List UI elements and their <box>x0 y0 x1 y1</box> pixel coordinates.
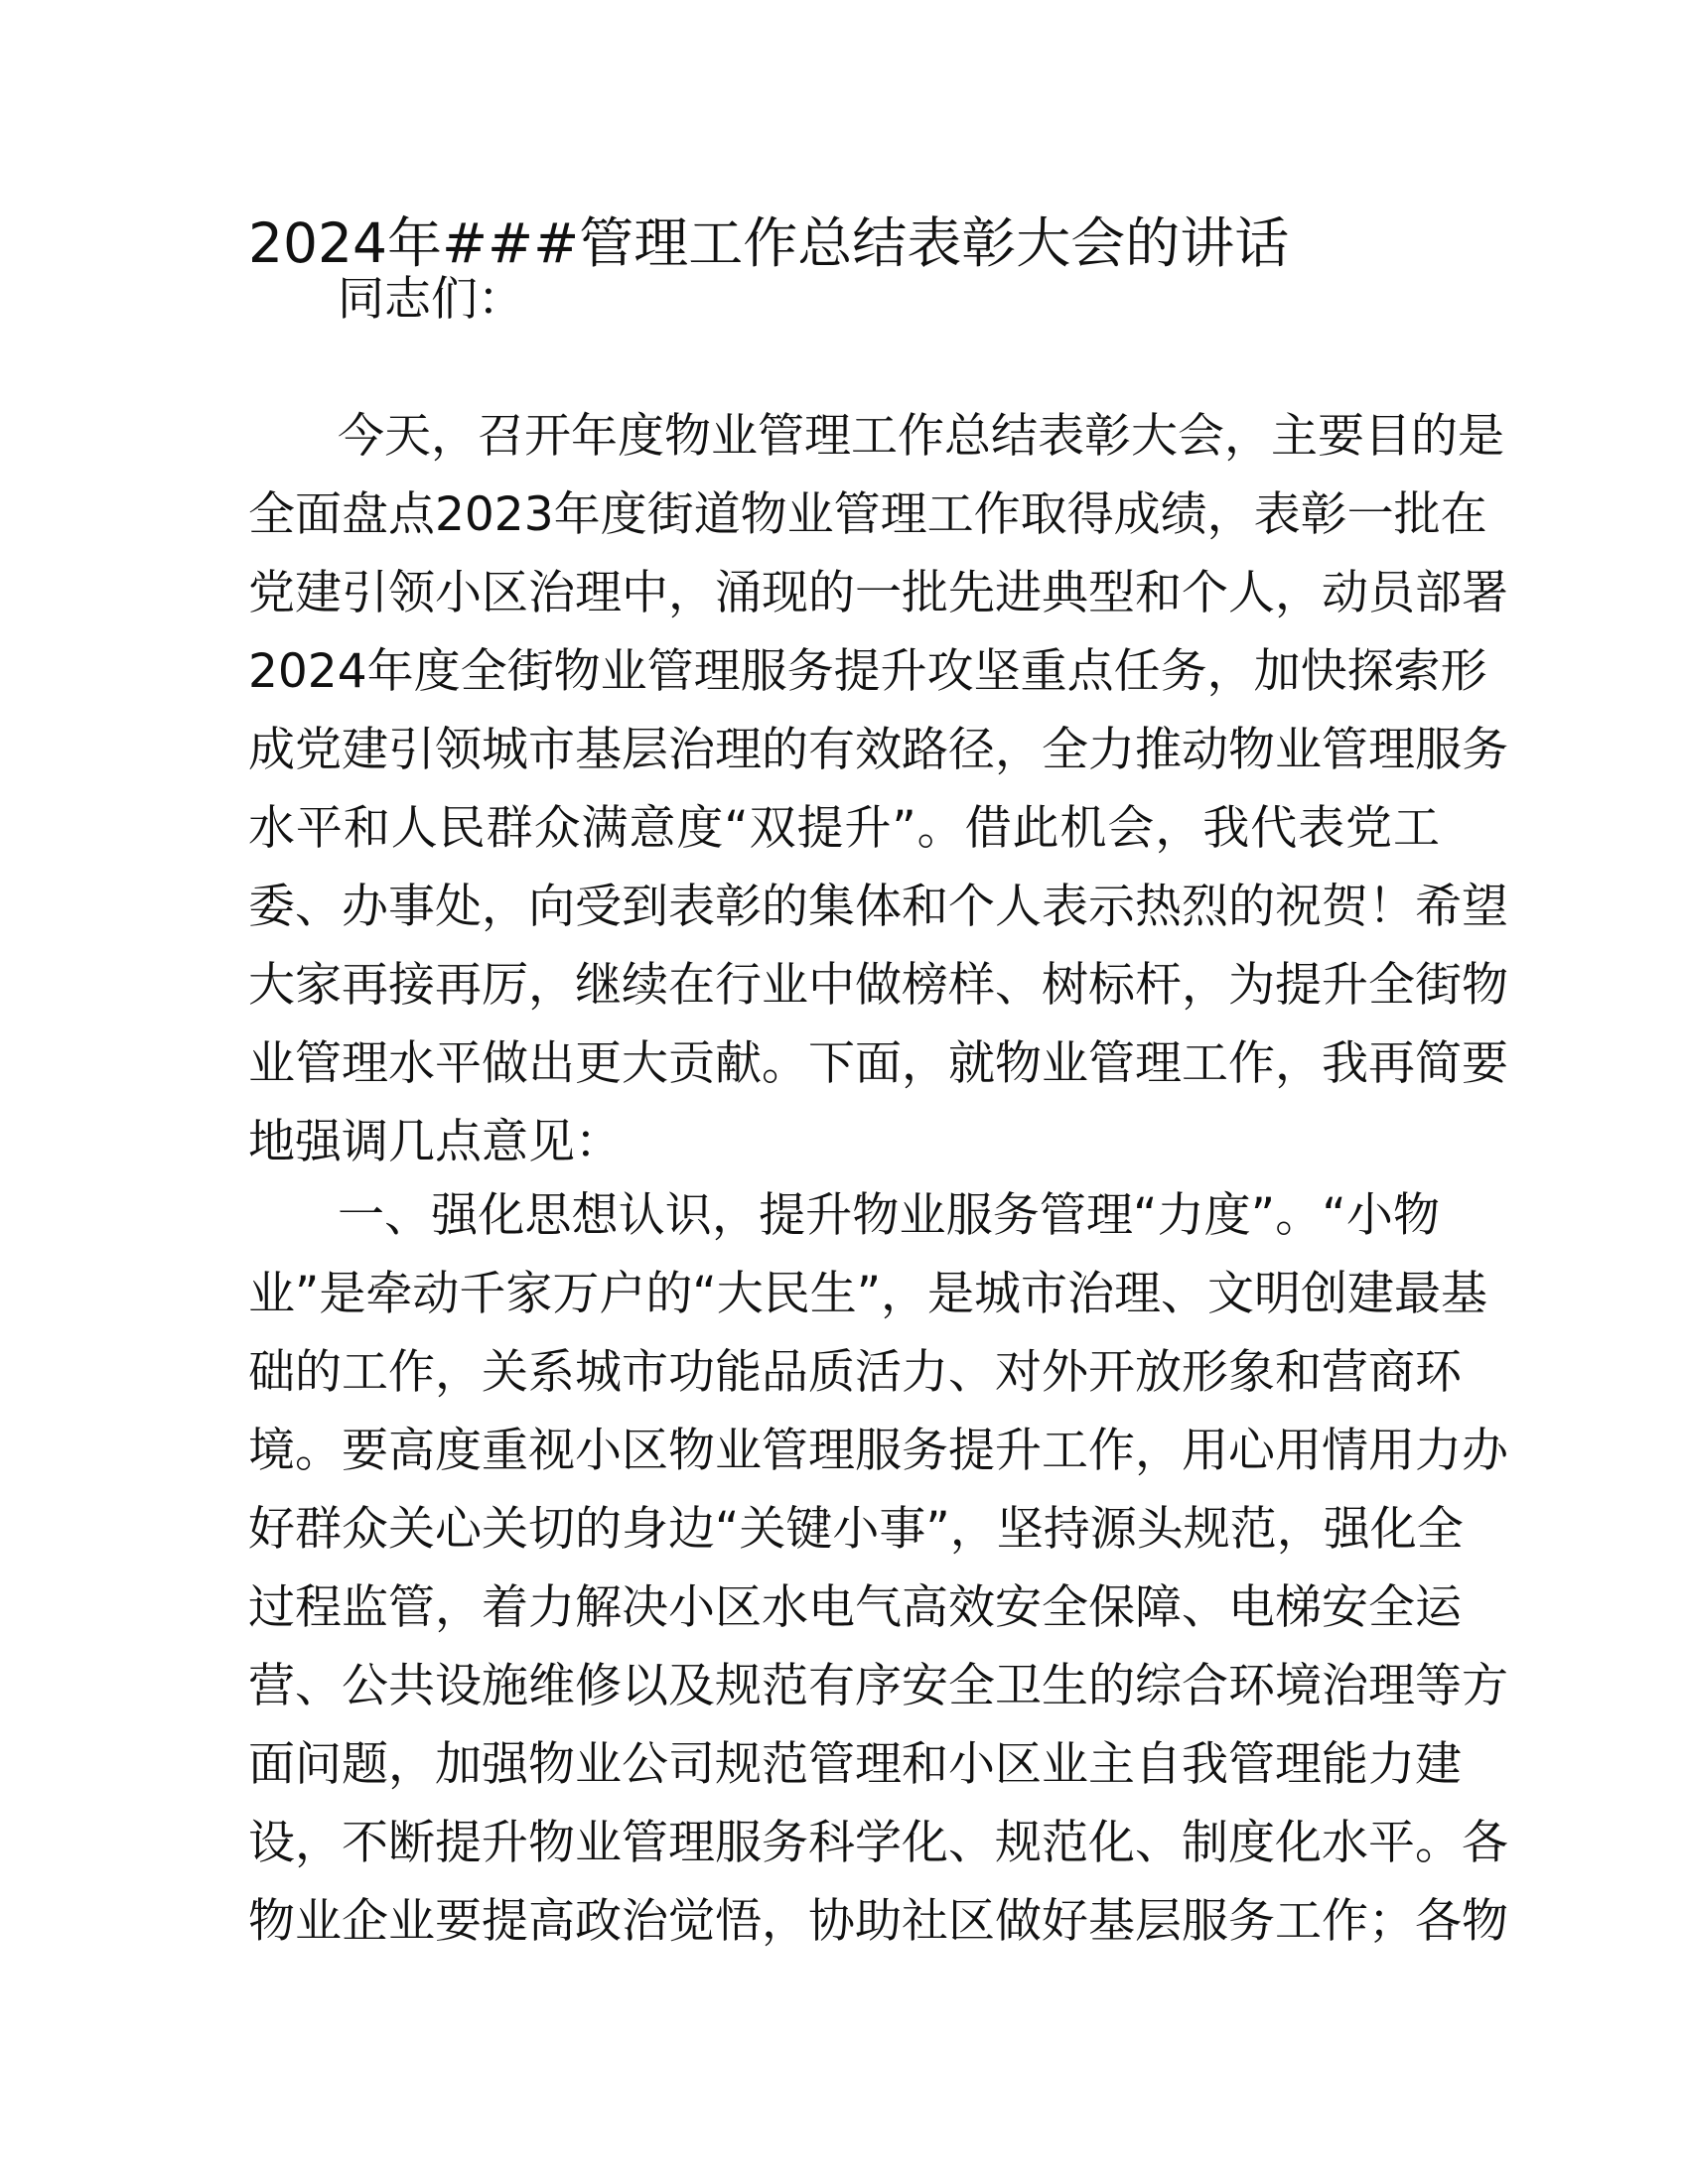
salutation: 同志们： <box>338 272 524 327</box>
paragraph-line: 过程监管，着力解决小区水电气高效安全保障、电梯安全运 <box>248 1580 1462 1635</box>
paragraph-line: 础的工作，关系城市功能品质活力、对外开放形象和营商环 <box>248 1345 1462 1400</box>
paragraph-line: 营、公共设施维修以及规范有序安全卫生的综合环境治理等方 <box>248 1659 1508 1713</box>
paragraph-line: 面问题，加强物业公司规范管理和小区业主自我管理能力建 <box>248 1737 1462 1792</box>
paragraph-line: 成党建引领城市基层治理的有效路径，全力推动物业管理服务 <box>248 723 1508 777</box>
paragraph-line: 地强调几点意见： <box>248 1115 622 1169</box>
paragraph-opening <box>248 397 1508 1181</box>
paragraph-line: 大家再接再厉，继续在行业中做榜样、树标杆，为提升全街物 <box>248 958 1508 1013</box>
paragraph-line: 委、办事处，向受到表彰的集体和个人表示热烈的祝贺！希望 <box>248 880 1508 934</box>
paragraph-line: 境。要高度重视小区物业管理服务提升工作，用心用情用力办 <box>248 1424 1508 1478</box>
paragraph-line: 全面盘点2023年度街道物业管理工作取得成绩，表彰一批在 <box>248 487 1487 542</box>
paragraph-line: 2024年度全街物业管理服务提升攻坚重点任务，加快探索形 <box>248 644 1487 699</box>
paragraph-line: 党建引领小区治理中，涌现的一批先进典型和个人，动员部署 <box>248 566 1508 620</box>
paragraph-line: 设，不断提升物业管理服务科学化、规范化、制度化水平。各 <box>248 1816 1508 1870</box>
paragraph-line: 好群众关心关切的身边“关键小事”，坚持源头规范，强化全 <box>248 1502 1464 1557</box>
paragraph-line: 今天，召开年度物业管理工作总结表彰大会，主要目的是 <box>338 409 1504 464</box>
paragraph-line: 业管理水平做出更大贡献。下面，就物业管理工作，我再简要 <box>248 1036 1508 1091</box>
paragraph-line: 一、强化思想认识，提升物业服务管理“力度”。“小物 <box>338 1188 1440 1243</box>
paragraph-line: 水平和人民群众满意度“双提升”。借此机会，我代表党工 <box>248 801 1440 856</box>
paragraph-line: 业”是牵动千家万户的“大民生”，是城市治理、文明创建最基 <box>248 1267 1488 1321</box>
paragraph-section-one <box>248 1176 1508 1961</box>
paragraph-line: 物业企业要提高政治觉悟，协助社区做好基层服务工作；各物 <box>248 1894 1508 1949</box>
document-title: 2024年###管理工作总结表彰大会的讲话 <box>248 211 1290 275</box>
